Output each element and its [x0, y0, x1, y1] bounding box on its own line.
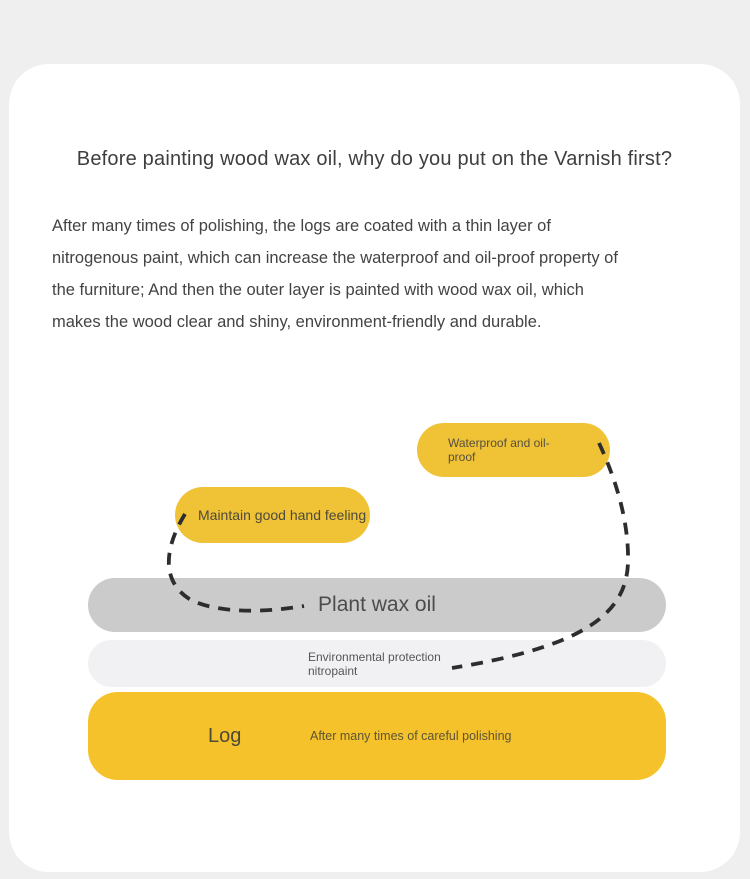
callout-waterproof [417, 423, 610, 477]
callout-waterproof-label: Waterproof and oil-proof [448, 436, 550, 464]
callout-hand-feeling-label: Maintain good hand feeling [198, 507, 367, 523]
layer-log [88, 692, 666, 780]
intro-paragraph [52, 210, 692, 338]
layer-plant-wax-oil [88, 578, 666, 632]
paragraph-line: After many times of polishing, the logs are coated with a thin layer of [52, 217, 551, 235]
paragraph-line: makes the wood clear and shiny, environment-friendly and durable. [52, 313, 542, 331]
layer-nitropaint [88, 640, 666, 687]
layer-log-label: Log [208, 724, 242, 747]
page-title: Before painting wood wax oil, why do you put on the Varnish first? [76, 148, 673, 170]
content-card [9, 64, 740, 872]
paragraph-line: nitrogenous paint, which can increase the waterproof and oil-proof property of [52, 249, 618, 267]
layer-log-note: After many times of careful polishing [310, 729, 512, 743]
paragraph-line: the furniture; And then the outer layer is painted with wood wax oil, which [52, 281, 584, 299]
callout-hand-feeling [175, 487, 370, 543]
layer-nitropaint-label: Environmental protection nitropaint [308, 649, 441, 678]
layer-plant-wax-oil-label: Plant wax oil [318, 593, 436, 616]
